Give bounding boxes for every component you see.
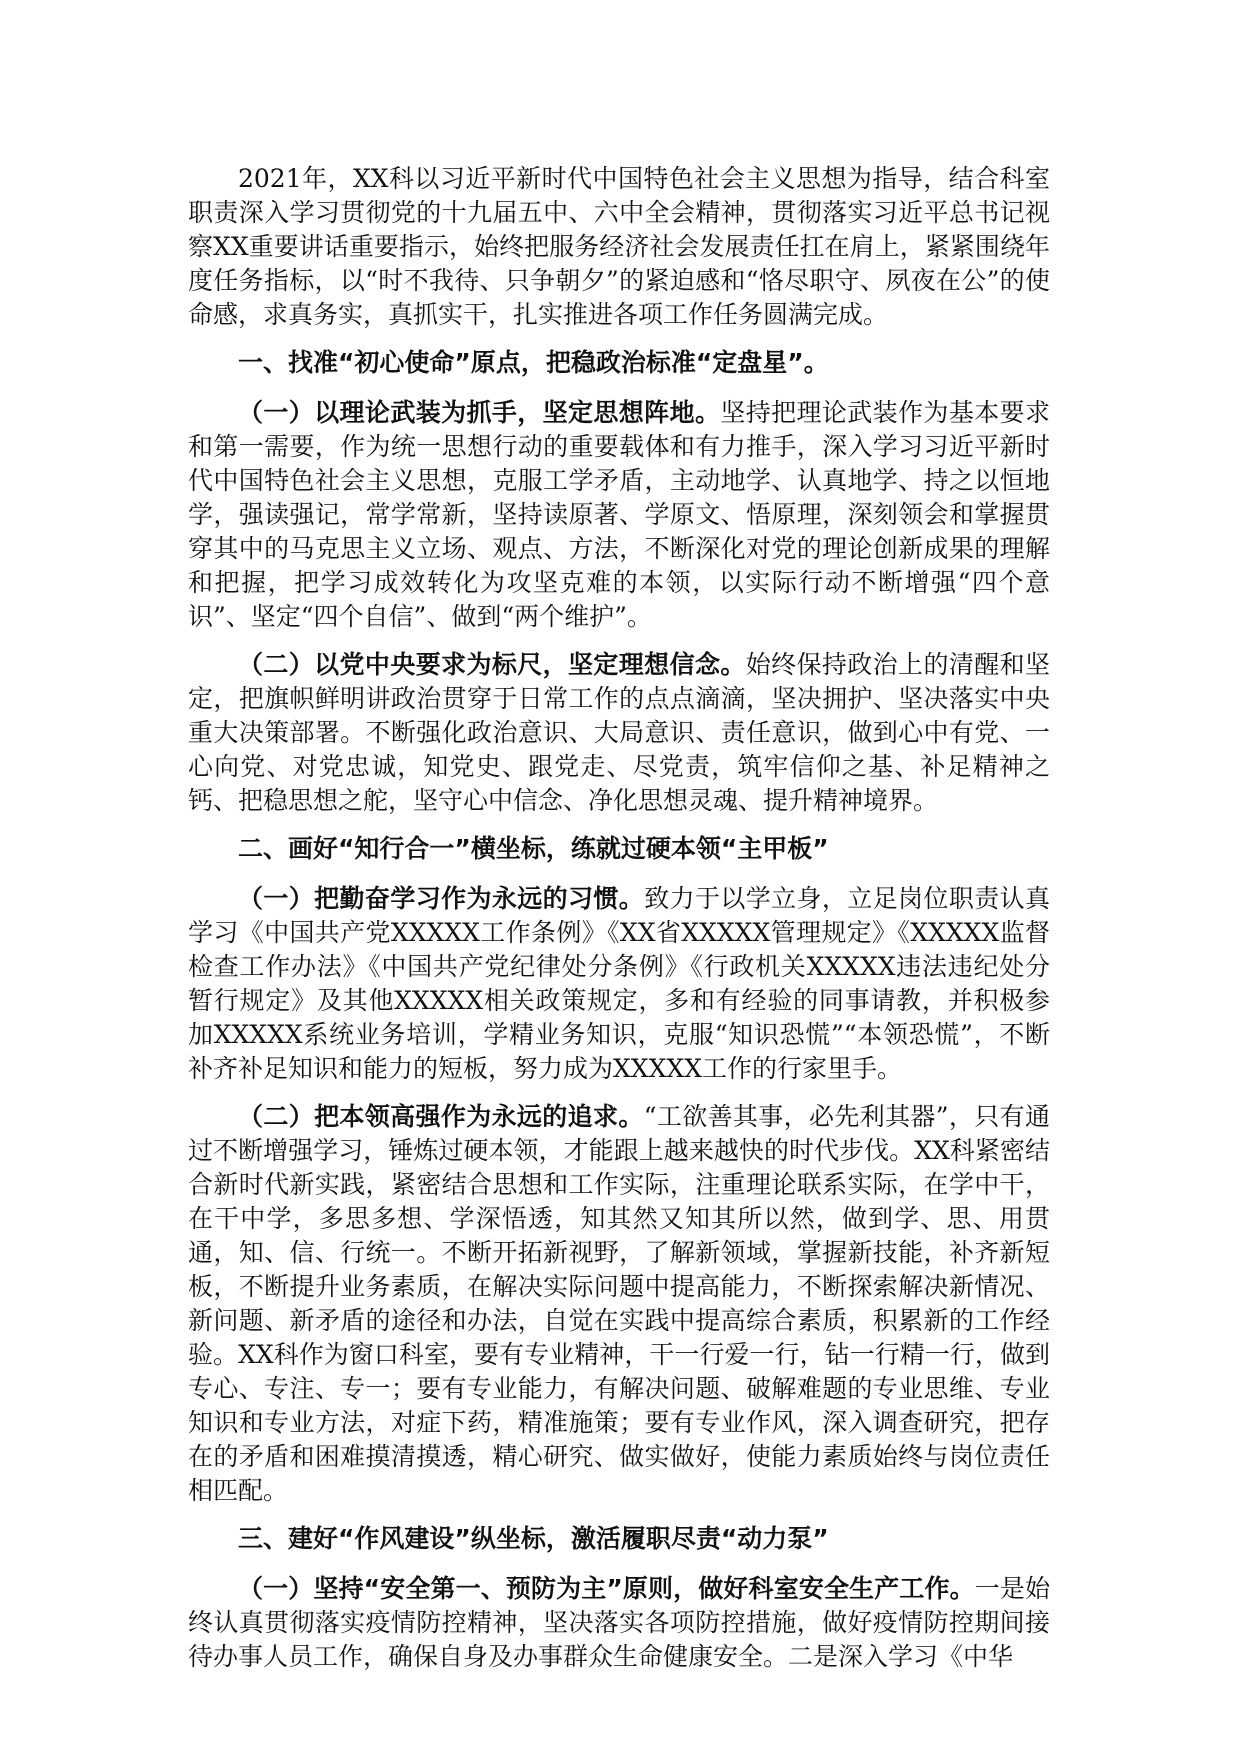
section-3-item-1-paragraph xyxy=(188,1572,1050,1674)
section-1-item-1-paragraph xyxy=(188,396,1050,634)
section-2-item-1-paragraph xyxy=(188,882,1050,1086)
section-2-item-2-paragraph xyxy=(188,1100,1050,1508)
section-1-item-2-paragraph xyxy=(188,648,1050,818)
section-1-item-1-text: 坚持把理论武装作为基本要求和第一需要，作为统一思想行动的重要载体和有力推手，深入学习习近平新时代中国特色社会主义思想，克服工学矛盾，主动地学、认真地学、持之以恒地学，强读强记，常学常新，坚持读原著、学原文、悟原理，深刻领会和掌握贯穿其中的马克思主义立场、观点、方法，不断深化对党的理论创新成果的理解和把握，把学习成效转化为攻坚克难的本领，以实际行动不断增强“四个意识”、坚定“四个自信”、做到“两个维护”。 xyxy=(188,398,1050,631)
section-3-item-1-lead: （一）坚持“安全第一、预防为主”原则，做好科室安全生产工作。 xyxy=(238,1574,975,1603)
section-1-heading: 一、找准“初心使命”原点，把稳政治标准“定盘星”。 xyxy=(238,348,829,377)
intro-paragraph: 2021年，XX科以习近平新时代中国特色社会主义思想为指导，结合科室职责深入学习贯彻党的十九届五中、六中全会精神，贯彻落实习近平总书记视察XX重要讲话重要指示，始终把服务经济社会发展责任扛在肩上，紧紧围绕年度任务指标，以“时不我待、只争朝夕”的紧迫感和“恪尽职守、夙夜在公”的使命感，求真务实，真抓实干，扎实推进各项工作任务圆满完成。 xyxy=(188,164,1050,329)
section-2-item-1-text: 致力于以学立身，立足岗位职责认真学习《中国共产党XXXXX工作条例》《XX省XXXXX管理规定》《XXXXX监督检查工作办法》《中国共产党纪律处分条例》《行政机关XXXXX违法违纪处分暂行规定》及其他XXXXX相关政策规定，多和有经验的同事请教，并积极参加XXXXX系统业务培训，学精业务知识，克服“知识恐慌”“本领恐慌”，不断补齐补足知识和能力的短板，努力成为XXXXX工作的行家里手。 xyxy=(188,884,1050,1083)
section-1-item-2-lead: （二）以党中央要求为标尺，坚定理想信念。 xyxy=(238,650,746,679)
section-3-heading: 三、建好“作风建设”纵坐标，激活履职尽责“动力泵” xyxy=(238,1524,829,1553)
section-1-item-2-text: 始终保持政治上的清醒和坚定，把旗帜鲜明讲政治贯穿于日常工作的点点滴滴，坚决拥护、坚决落实中央重大决策部署。不断强化政治意识、大局意识、责任意识，做到心中有党、一心向党、对党忠诚，知党史、跟党走、尽党责，筑牢信仰之基、补足精神之钙、把稳思想之舵，坚守心中信念、净化思想灵魂、提升精神境界。 xyxy=(188,650,1050,815)
document-body xyxy=(188,162,1050,1688)
section-3-item-1-text: 一是始终认真贯彻落实疫情防控精神，坚决落实各项防控措施，做好疫情防控期间接待办事人员工作，确保自身及办事群众生命健康安全。二是深入学习《中华 xyxy=(188,1574,1050,1671)
section-1-item-1-lead: （一）以理论武装为抓手，坚定思想阵地。 xyxy=(238,398,721,427)
section-2-heading: 二、画好“知行合一”横坐标，练就过硬本领“主甲板” xyxy=(238,834,829,863)
section-2-item-2-lead: （二）把本领高强作为永远的追求。 xyxy=(238,1102,644,1131)
section-2-item-2-text: “工欲善其事，必先利其器”，只有通过不断增强学习，锤炼过硬本领，才能跟上越来越快的时代步伐。XX科紧密结合新时代新实践，紧密结合思想和工作实际，注重理论联系实际，在学中干，在干中学，多思多想、学深悟透，知其然又知其所以然，做到学、思、用贯通，知、信、行统一。不断开拓新视野，了解新领域，掌握新技能，补齐新短板，不断提升业务素质，在解决实际问题中提高能力，不断探索解决新情况、新问题、新矛盾的途径和办法，自觉在实践中提高综合素质，积累新的工作经验。XX科作为窗口科室，要有专业精神，干一行爱一行，钻一行精一行，做到专心、专注、专一；要有专业能力，有解决问题、破解难题的专业思维、专业知识和专业方法，对症下药，精准施策；要有专业作风，深入调查研究，把存在的矛盾和困难摸清摸透，精心研究、做实做好，使能力素质始终与岗位责任相匹配。 xyxy=(188,1102,1050,1505)
section-2-item-1-lead: （一）把勤奋学习作为永远的习惯。 xyxy=(238,884,645,913)
